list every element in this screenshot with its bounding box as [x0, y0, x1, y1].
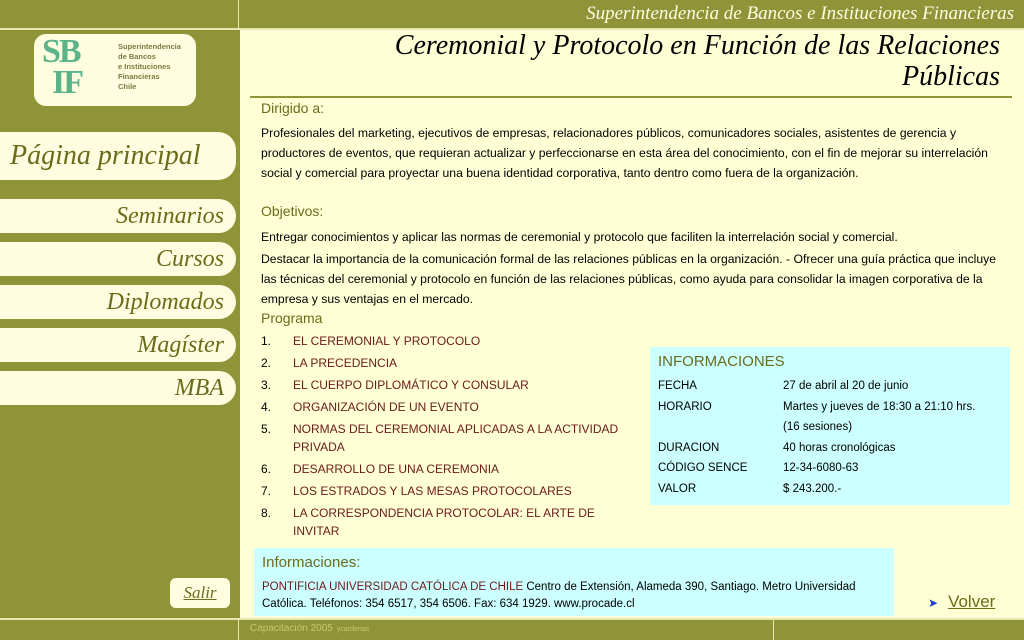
logo-mark: SB IF [42, 33, 82, 101]
footer-cell [0, 620, 239, 640]
programa-list [261, 332, 621, 544]
dirigido-heading: Dirigido a: [261, 100, 325, 116]
objetivos-text-2: Destacar la importancia de la comunicación formal de las relaciones públicas en la organización. - Ofrecer una guía práctica que incluye las técnicas del ceremonial y protocolo en función de las relaciones públicas, como ayuda para consolidar la imagen corporativa de la empresa y sus ventajas en el mercado. [261, 252, 997, 306]
programa-item: 2. LA PRECEDENCIA [261, 356, 398, 370]
nav-magister[interactable]: Magíster [0, 328, 236, 362]
sidebar [0, 30, 238, 618]
arrow-right-icon: ➤ [928, 596, 939, 610]
programa-item: 4. ORGANIZACIÓN DE UN EVENTO [261, 400, 479, 414]
nav-pagina-principal[interactable]: Página principal [0, 132, 236, 180]
programa-item: 1. EL CEREMONIAL Y PROTOCOLO [261, 334, 481, 348]
objetivos-heading: Objetivos: [261, 203, 324, 219]
informaciones-box: INFORMACIONES FECHA 27 de abril al 20 de junio HORARIO Martes y jueves de 18:30 a 21:10 hrs. (16 sesiones) DURACION 40 horas cronológicas CÓDIGO SENCE 12-34-6080-63 VALOR $ 243.200.- [650, 347, 1010, 505]
title-underline [250, 96, 1012, 98]
page-title: Ceremonial y Protocolo en Función de las Relaciones Públicas [394, 30, 1000, 92]
top-bar-left-cell [0, 0, 239, 28]
contacto-box [254, 548, 894, 616]
programa-item: 5. NORMAS DEL CEREMONIAL APLICADAS A LA ACTIVIDAD PRIVADA [261, 422, 619, 454]
contacto-org: PONTIFICIA UNIVERSIDAD CATÓLICA DE CHILE [262, 581, 524, 593]
volver-link[interactable]: ➤ Volver [928, 592, 996, 611]
programa-heading: Programa [261, 310, 323, 326]
top-bar [0, 0, 1024, 28]
contacto-heading: Informaciones: [262, 554, 361, 571]
org-name: Superintendencia de Bancos e Instituciones Financieras [586, 3, 1014, 24]
informaciones-heading: INFORMACIONES [658, 353, 785, 370]
logo-text: Superintendencia de Bancos e Instituciones Financieras Chile [118, 42, 181, 91]
nav-diplomados[interactable]: Diplomados [0, 285, 236, 319]
sbif-logo[interactable] [34, 34, 196, 106]
programa-item: 3. EL CUERPO DIPLOMÁTICO Y CONSULAR [261, 378, 529, 392]
objetivos-text-1: Entregar conocimientos y aplicar las normas de ceremonial y protocolo que faciliten la interrelación social y comercial. [261, 230, 898, 244]
programa-item: 6. DESARROLLO DE UNA CEREMONIA [261, 462, 500, 476]
main-content [240, 30, 1024, 618]
nav-cursos[interactable]: Cursos [0, 242, 236, 276]
footer-copyright: Capacitación 2005 ycardenas [250, 623, 370, 634]
nav-seminarios[interactable]: Seminarios [0, 199, 236, 233]
contacto-text [262, 579, 882, 613]
nav-mba[interactable]: MBA [0, 371, 236, 405]
dirigido-text: Profesionales del marketing, ejecutivos de empresas, relacionadores públicos, comunicadores sociales, asistentes de gerencia y productores de eventos, que requieran actualizar y perfeccionarse en esta área del conocimiento, con el fin de mejorar su interrelación social y comercial para proyectar una buena identidad corporativa, tanto dentro como fuera de la organización. [261, 126, 988, 180]
programa-item: 8. LA CORRESPONDENCIA PROTOCOLAR: EL ARTE DE INVITAR [261, 506, 595, 538]
salir-button[interactable]: Salir [170, 578, 230, 608]
programa-item: 7. LOS ESTRADOS Y LAS MESAS PROTOCOLARES [261, 484, 572, 498]
contacto-details: Centro de Extensión, Alameda 390, Santiago. Metro Universidad Católica. Teléfonos: 354 6517, 354 6506. Fax: 634 1929. www.procade.cl [262, 581, 856, 610]
footer [0, 618, 1024, 640]
